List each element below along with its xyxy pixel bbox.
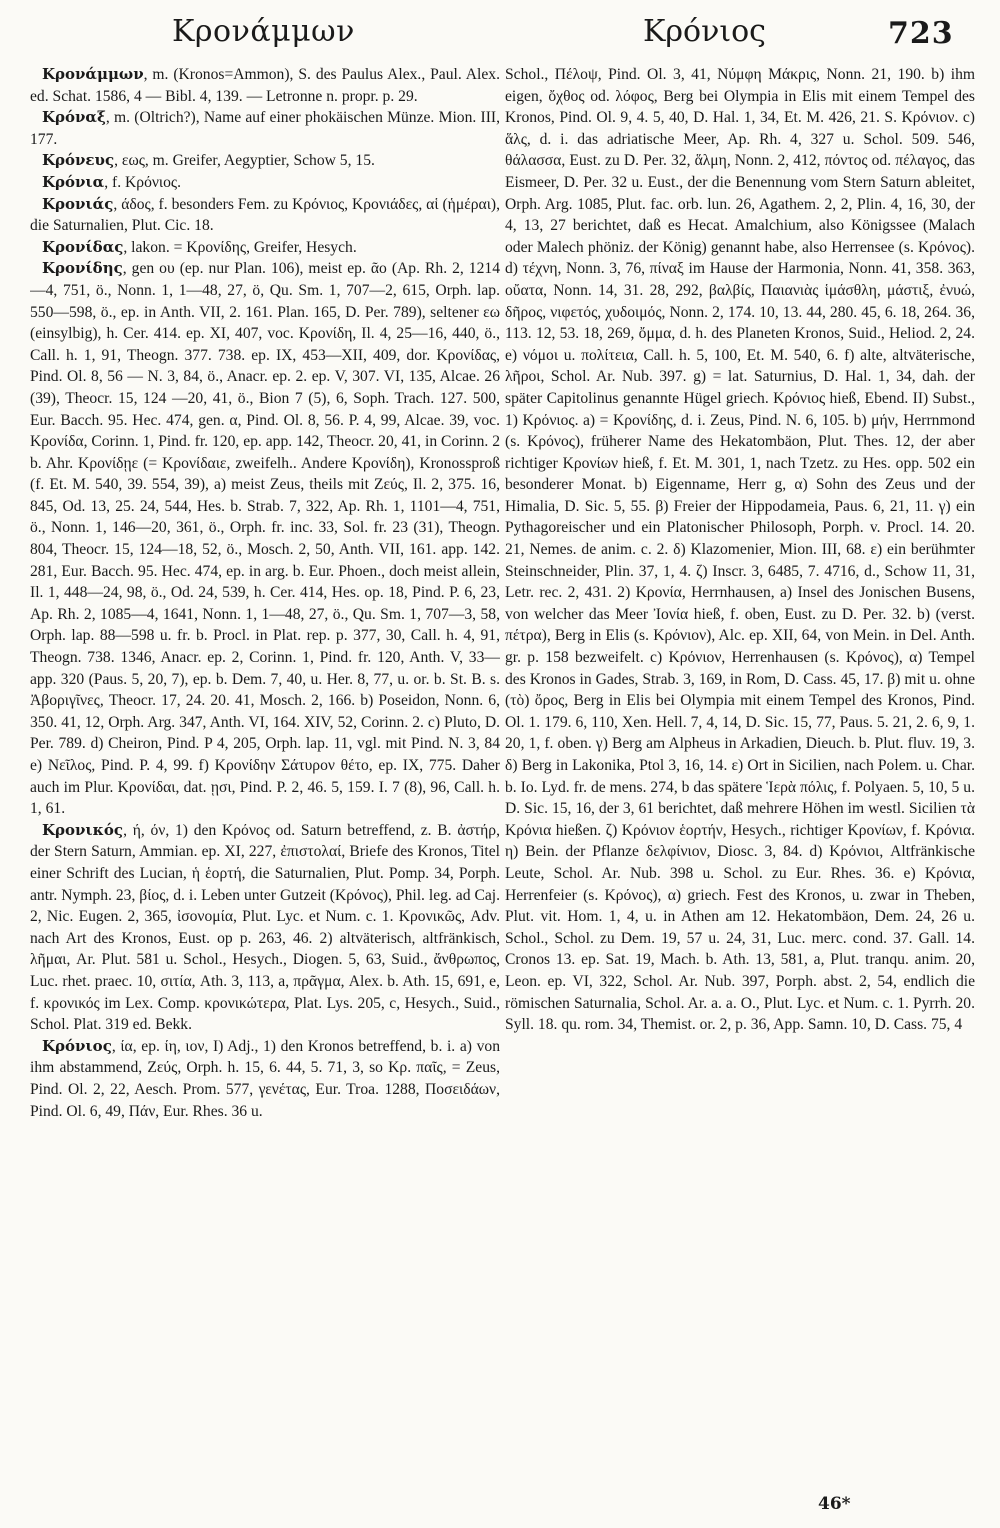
dictionary-entry bbox=[30, 237, 500, 259]
entry-headword: Κρονικός bbox=[42, 820, 124, 839]
entry-text: , άδος, f. besonders Fem. zu Κρόνιος, Κρονιάδες, αἱ (ἡμέραι), die Saturnalien, Plut. Cic. 18. bbox=[30, 195, 500, 235]
entry-headword: Κρόναξ bbox=[42, 108, 106, 127]
entry-headword: Κρονάμμων bbox=[42, 65, 144, 83]
right-column bbox=[505, 64, 975, 1484]
entry-text: , f. Κρόνιος. bbox=[104, 173, 181, 191]
entry-headword: Κρονιάς bbox=[42, 194, 114, 213]
entry-headword: Κρόνευς bbox=[42, 151, 115, 170]
dictionary-entry bbox=[30, 172, 500, 194]
dictionary-entry bbox=[30, 64, 500, 107]
entry-text: , m. (Kronos=Ammon), S. des Paulus Alex., Paul. Alex. ed. Schat. 1586, 4 — Bibl. 4, 139. — Letronne n. propr. p. 29. bbox=[30, 66, 500, 105]
dictionary-entry bbox=[30, 107, 500, 150]
entry-text: , εως, m. Greifer, Aegyptier, Schow 5, 15. bbox=[114, 152, 375, 170]
page-header bbox=[0, 14, 1000, 58]
dictionary-entry bbox=[30, 194, 500, 237]
dictionary-entry bbox=[30, 150, 500, 172]
entry-headword: Κρόνιος bbox=[42, 1036, 112, 1055]
entry-headword: Κρονίδας bbox=[42, 237, 124, 256]
entry-text: , lakon. = Κρονίδης, Greifer, Hesych. bbox=[123, 238, 357, 256]
header-center-headword: Κρόνιος bbox=[643, 14, 766, 49]
header-left-headword: Κρονάμμων bbox=[172, 14, 355, 49]
entry-text: , m. (Oltrich?), Name auf einer phokäischen Münze. Mion. III, 177. bbox=[30, 109, 500, 148]
signature-mark: 46* bbox=[818, 1494, 851, 1514]
dictionary-entry bbox=[30, 820, 500, 1036]
entry-text: , ή, όν, 1) den Κρόνος od. Saturn betreffend, z. B. ἀστήρ, der Stern Saturn, Ammian. ep. XI, 227, ἐπιστολαί, Briefe des Kronos, Titel einer Schrift des Lucian, ἡ ἑορτή, die Saturnalien, Plut. Pomp. 34, Porph. antr. Nymph. 23, βίος, d. i. Leben unter Gutzeit (Κρόνος), Phil. leg. ad Caj. 2, Nic. Eugen. 2, 365, ἰσονομία, Plut. Lyc. et Num. c. 1. Κρονικῶς, Adv. nach Art des Kronos, Eust. op p. 263, 46. 2) altväterisch, altfränkisch, λῆμαι, Ar. Plut. 581 u. Schol., Hesych., Diogen. 5, 63, Suid., ἄνθρωπος, Luc. rhet. praec. 10, σιτία, Ath. 3, 113, a, πρᾶγμα, Alex. b. Ath. 15, 691, e, f. κρονικός im Lex. Comp. κρονικώτερα, Plat. Lys. 205, c, Hesych., Suid., Schol. Plat. 319 ed. Bekk. bbox=[30, 821, 500, 1034]
entry-text: , ία, ep. ίη, ιον, I) Adj., 1) den Kronos betreffend, b. i. a) von ihm abstammend, Ζεύς, Orph. h. 15, 6. 44, 5. 71, 3, so Κρ. παῖς, = Zeus, Pind. Ol. 2, 22, Aesch. Prom. 577, γενέτας, Eur. Troa. 1288, Ποσειδάων, Pind. Ol. 6, 49, Πάν, Eur. Rhes. 36 u. bbox=[30, 1037, 500, 1120]
continued-entry-text: Schol., Πέλοψ, Pind. Ol. 3, 41, Νύμφη Μάκρις, Nonn. 21, 190. b) ihm eigen, ὄχθος od. λόφος, Berg bei Olympia in Elis mit einem Tempel des Kronos, Pind. Ol. 9, 4. 5, 40, D. Hal. 1, 34, Et. M. 426, 21. S. Κρόνιον. c) ἅλς, d. i. das adriatische Meer, Ap. Rh. 4, 327 u. Schol. 509. 546, θάλασσα, Eust. zu D. Per. 32, ἅλμη, Nonn. 2, 412, πόντος od. πέλαγος, das Eismeer, D. Per. 32 u. Eust., der die Benennung vom Stern Saturn ableitet, Orph. Arg. 1085, Plut. fac. orb. lun. 26, Agathem. 2, 2, Plin. 4, 16, 30, der 4, 13, 27 berichtet, daß es Hecat. Amalchium, also Königssee (Malach oder Malech phöniz. der König) genannt habe, also Herrensee (s. Κρόνος). d) τέχνη, Nonn. 3, 76, πίναξ im Hause der Harmonia, Nonn. 41, 358. 363, οὔατα, Nonn. 14, 31. 28, 292, βαλβίς, Παιανιὰς ἱμάσθλη, μάστιξ, ἐνυώ, δῆρος, νιφετός, χυδοιμός, Nonn. 2, 174. 10, 13. 44, 280. 45, 6. 18, 264. 36, 113. 12, 53. 18, 269, ὄμμα, d. h. des Planeten Kronos, Suid., Heliod. 2, 24. e) νόμοι u. πολίτεια, Call. h. 5, 100, Et. M. 540, 6. f) alte, altväterische, λῆροι, Schol. Ar. Nub. 397. g) = lat. Saturnius, D. Hal. 1, 34, dah. der später Capitolinus genannte Hügel griech. Κρόνιος hieß, Ebend. II) Subst., 1) Κρόνιος. a) = Κρονίδης, d. i. Zeus, Pind. N. 6, 105. b) μήν, Herrnmond (s. Κρόνος), früherer Name des Hekatombäon, Plut. Thes. 12, der aber richtiger Κρονίων hieß, f. Et. M. 301, 1, nach Tzetz. zu Hes. opp. 502 ein besonderer Monat. b) Eigenname, Herr g, α) Sohn des Zeus und der Himalia, D. Sic. 5, 55. β) Freier der Hippodameia, Paus. 6, 21, 11. γ) ein Pythagoreischer und ein Platonischer Philosoph, Porph. v. Procl. 14. 20. 21, Nemes. de anim. c. 2. δ) Klazomenier, Mion. III, 68. ε) ein berühmter Steinschneider, Plin. 37, 1, 4. ζ) Inscr. 3, 6485, 7. 4716, d., Schow 11, 31, Letr. rec. 2, 431. 2) Κρονία, Herrnhausen, a) Insel des Jonischen Busens, von welcher das Meer Ἰονία hieß, f. oben, Eust. zu D. Per. 32. b) (verst. πέτρα), Berg in Elis (s. Κρόνιον), Alc. ep. XII, 64, von Mein. in Del. Anth. gr. p. 158 bezweifelt. c) Κρόνιον, Herrenhausen (s. Κρόνος), α) Tempel des Kronos in Gades, Strab. 3, 169, in Rom, D. Cass. 45, 17. β) mit u. ohne (τὸ) ὄρος, Berg in Elis bei Olympia mit einem Tempel des Kronos, Pind. Ol. 1. 179. 6, 110, Xen. Hell. 7, 4, 14, D. Sic. 15, 77, Paus. 5. 21, 2. 6, 9, 1. 20, 1, f. oben. γ) Berg am Alpheus in Arkadien, Dieuch. b. Plut. fluv. 19, 3. δ) Berg in Lakonika, Ptol 3, 16, 14. ε) Ort in Sicilien, nach Polem. u. Char. b. Io. Lyd. fr. de mens. 274, b das spätere Ἱερὰ πόλις, f. Polyaen. 5, 10, 5 u. D. Sic. 15, 16, der 3, 61 berichtet, daß mehrere Höhen im westl. Sicilien τὰ Κρόνια hießen. ζ) Κρόνιον ἑορτήν, Hesych., richtiger Κρονίων, f. Κρόνια. η) Bein. der Pflanze δελφίνιον, Diosc. 3, 84. d) Κρόνιοι, Altfränkische Leute, Schol. Ar. Nub. 398 u. Schol. zu Eur. Rhes. 36. e) Κρόνια, Herrenfeier (s. Κρόνος), α) griech. Fest des Kronos, u. zwar in Theben, Plut. vit. Hom. 1, 4, u. in Athen am 12. Hekatombäon, Dem. 24, 26 u. Schol., Schol. zu Dem. 19, 57 u. 24, 31, Luc. merc. cond. 37. Gall. 14. Cronos 13. ep. Sat. 19, Mach. b. Ath. 13, 581, a, Plut. tranqu. anim. 20, Leon. ep. VI, 322, Schol. Ar. Nub. 397, Porph. abst. 2, 54, endlich die römischen Saturnalia, Schol. Ar. a. a. O., Plut. Lyc. et Num. c. 1. Pyrrh. 20. Syll. 18. qu. rom. 34, Themist. or. 2, p. 36, App. Samn. 10, D. Cass. 75, 4 bbox=[505, 66, 975, 1034]
entry-headword: Κρονίδης bbox=[42, 259, 123, 278]
entry-headword: Κρόνια bbox=[42, 172, 105, 191]
left-column bbox=[30, 64, 500, 1484]
dictionary-entry bbox=[30, 1036, 500, 1122]
page-number: 723 bbox=[888, 16, 954, 51]
dictionary-entry bbox=[30, 258, 500, 819]
entry-text: , gen ου (ep. nur Plan. 106), meist ep. ᾶο (Ap. Rh. 2, 1214—4, 751, ö., Nonn. 1, 1—48, 27, ö, Qu. Sm. 1, 707—2, 615, Orph. lap. 550—598, ö., ep. in Anth. VII, 2. 161. Plan. 165, D. Per. 789), seltener εω (einsylbig), h. Cer. 414. ep. XI, 407, voc. Κρονίδη, Il. 4, 25—16, 440, ö., Call. h. 1, 91, Theogn. 377. 738. ep. IX, 453—XII, 409, dor. Κρονίδας, Pind. Ol. 8, 56 — N. 3, 84, ö., Anacr. ep. 2. ep. V, 307. VI, 135, Alcae. 26 (39), Theocr. 15, 124 —20, 41, ö., Bion 7 (5), 6, Soph. Trach. 127. 500, Eur. Bacch. 95. Hec. 474, gen. α, Pind. Ol. 8, 56. P. 4, 99, Alcae. 39, voc. Κρονίδα, Corinn. 1, Pind. fr. 120, ep. app. 142, Theocr. 20, 41, in Corinn. 2 b. Ahr. Κρονίδῃε (= Κρονίδαιε, zweifelh.. Andere Κρονίδη), Kronossproß (f. Et. M. 540, 39. 554, 39), a) meist Zeus, theils mit Ζεύς, Il. 2, 375. 16, 845, Od. 13, 25. 24, 544, Hes. b. Strab. 7, 322, Ap. Rh. 1, 1101—4, 751, ö., Nonn. 1, 146—20, 361, ö., Orph. fr. inc. 33, Sol. fr. 23 (31), Theogn. 804, Theocr. 15, 124—18, 52, ö., Mosch. 2, 50, Anth. VII, 161. app. 142. 281, Eur. Bacch. 95. Hec. 474, ep. in arg. b. Eur. Phoen., doch meist allein, Il. 1, 448—24, 98, ö., Od. 24, 539, h. Cer. 414, Hes. op. 18, Pind. P. 6, 23, Ap. Rh. 2, 1085—4, 1641, Nonn. 1, 1—48, 27, ö., Qu. Sm. 1, 707—3, 58, Orph. lap. 88—598 u. fr. b. Procl. in Plat. rep. p. 377, 30, Call. h. 4, 91, Theogn. 738. 1346, Anacr. ep. 2, Corinn. 1, Pind. fr. 120, Anth. V, 33—app. 320 (Paus. 5, 20, 7), ep. b. Dem. 7, 40, u. Her. 8, 77, u. or. b. St. B. s. Ἀβοριγῖνες, Theocr. 17, 24. 20. 41, Mosch. 2, 166. b) Poseidon, Nonn. 6, 350. 41, 12, Orph. Arg. 347, Anth. VI, 164. XIV, 52, Corinn. 2. c) Pluto, D. Per. 789. d) Cheiron, Pind. P 4, 205, Orph. lap. 11, vgl. mit Pind. N. 3, 84 e) Νεῖλος, Pind. P. 4, 99. f) Κρονίδην Σάτυρον θέτο, ep. IX, 775. Daher auch im Plur. Κρονίδαι, dat. ῃσι, Pind. P. 2, 46. 5, 159. I. 7 (8), 96, Call. h. 1, 61. bbox=[30, 260, 500, 818]
